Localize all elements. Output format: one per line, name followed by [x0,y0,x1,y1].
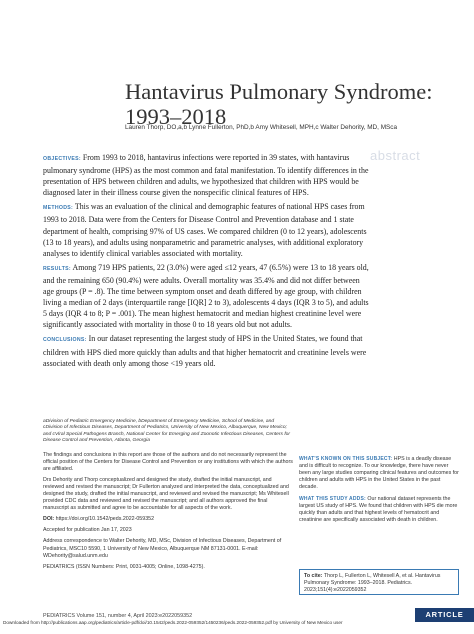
cite-label: To cite: [304,573,323,579]
abstract [43,152,370,372]
conclusions-label: CONCLUSIONS: [43,337,87,344]
doi-link[interactable]: https://doi.org/10.1542/peds.2022-059352 [55,516,155,523]
abstract-objectives [43,152,370,198]
abstract-results [43,262,370,331]
article-badge: ARTICLE [415,608,474,622]
conclusions-text: In our dataset representing the largest study of HPS in the United States, we found that children with HPS died more quickly than adults and that higher hematocrit and creatinine levels were associated with death only among those <19 years old. [43,334,367,368]
objectives-text: From 1993 to 2018, hantavirus infections were reported in 39 states, with hantavirus pulmonary syndrome (HPS) as the most common and fatal manifestation. To identify differences in the presentation of HPS between children and adults, we hypothesized that children with HPS would be diagnosed later in their illness course given the nonspecific clinical features of HPS. [43,153,369,198]
article-title: Hantavirus Pulmonary Syndrome: 1993–2018 [125,79,433,129]
abstract-methods [43,201,370,258]
citation-box [299,569,459,595]
known-section [299,456,459,491]
objectives-label: OBJECTIVES: [43,156,81,162]
methods-label: METHODS: [43,205,74,212]
contributions: Drs Dehority and Thorp conceptualized and designed the study, drafted the initial manuscript, and reviewed and revised the manuscript; Dr Fullerton analyzed and interpreted the data, conceptualized and designed the study, drafted the initial manuscript, and reviewed and revised the manuscript; Ms Whitesell provided CDC data and reviewed and revised the manuscript; and all authors approved the final manuscript as submitted and agree to be accountable for all aspects of the work. [43,477,289,512]
doi-line [43,516,293,523]
doi-label: DOI: [43,516,55,523]
accepted-date: Accepted for publication Jan 17, 2023 [43,527,132,534]
front-matter [43,452,293,575]
disclaimer: The findings and conclusions in this report are those of the authors and do not necessarily represent the official position of the Centers for Disease Control and Prevention or any institutions with which the authors are affiliated. [43,452,293,473]
affiliations: aDivision of Pediatric Emergency Medicine, bDepartment of Emergency Medicine, School of Medicine, and cDivision of Infectious Diseases, Department of Pediatrics, University of New Mexico, Albuquerque, New Mexico; and cViral Special Pathogens Branch, National Center for Emerging and Zoonotic Infectious Diseases, Centers for Disease Control and Prevention, Atlanta, Georgia [43,419,291,444]
journal-footer: PEDIATRICS Volume 151, number 4, April 2023:e2022059352 [43,613,193,619]
download-notice: Downloaded from http://publications.aap.org/pediatrics/article-pdf/doi/10.1542/peds.2022-059352/1450236/peds.2022-059352.pdf by University of New Mexico user [3,620,343,625]
abstract-watermark: abstract [370,148,421,163]
adds-text: Our national dataset represents the largest US study of HPS. We found that children with HPS die more quickly than adults and that highest levels of hematocrit and creatinine are specifically associated with death in children. [299,496,458,523]
correspondence: Address correspondence to Walter Dehority, MD, MSc, Division of Infectious Diseases, Department of Pediatrics, MSC10 5590, 1 University of New Mexico, Albuquerque NM 87131-0001. E-mail: WDehority@salud.unm.edu [43,538,282,559]
known-box [299,456,459,529]
abstract-conclusions [43,333,370,368]
author-list: Lauren Thorp, DO,a,b Lynne Fullerton, PhD,b Amy Whitesell, MPH,c Walter Dehority, MD, MSca [125,124,398,131]
adds-section [299,496,459,524]
methods-text: This was an evaluation of the clinical and demographic features of national HPS cases from 1993 to 2018. Data were from the Centers for Disease Control and Prevention database and 1 state department of health, comprising 97% of US cases. We compared children (0 to 12 years), adolescents (13 to 18 years), and adults using nonparametric and parametric analyses, with additional exploratory analyses to identify clinical variables associated with mortality. [43,202,367,258]
cite-text: Thorp L, Fullerton L, Whitesell A, et al. Hantavirus Pulmonary Syndrome: 1993–2018. Pediatrics. 2023;151(4):e2022059352 [304,573,441,593]
issn: PEDIATRICS (ISSN Numbers: Print, 0031-4005; Online, 1098-4275). [43,563,205,570]
known-heading: WHAT'S KNOWN ON THIS SUBJECT: [299,456,393,462]
results-label: RESULTS: [43,265,71,272]
adds-heading: WHAT THIS STUDY ADDS: [299,496,366,502]
results-text: Among 719 HPS patients, 22 (3.0%) were aged ≤12 years, 47 (6.5%) were 13 to 18 years old, and the remaining 650 (90.4%) were adults. Overall mortality was 35.4% and did not differ between age groups (P = .8). The time between symptom onset and death differed by age group, with children living a median of 2 days (interquartile range [IQR] 2 to 3), adolescents 4 days (IQR 3 to 5), and adults 5 days (IQR 4 to 8; P = .001). The mean highest hematocrit and median highest creatinine level were significantly associated with mortality in those 0 to 18 years old but not adults. [43,262,369,330]
known-text: HPS is a deadly disease and is difficult to recognize. To our knowledge, there have never been any large studies comparing clinical features and outcomes for children and adults with HPS in the United States in the past decade. [299,456,459,490]
